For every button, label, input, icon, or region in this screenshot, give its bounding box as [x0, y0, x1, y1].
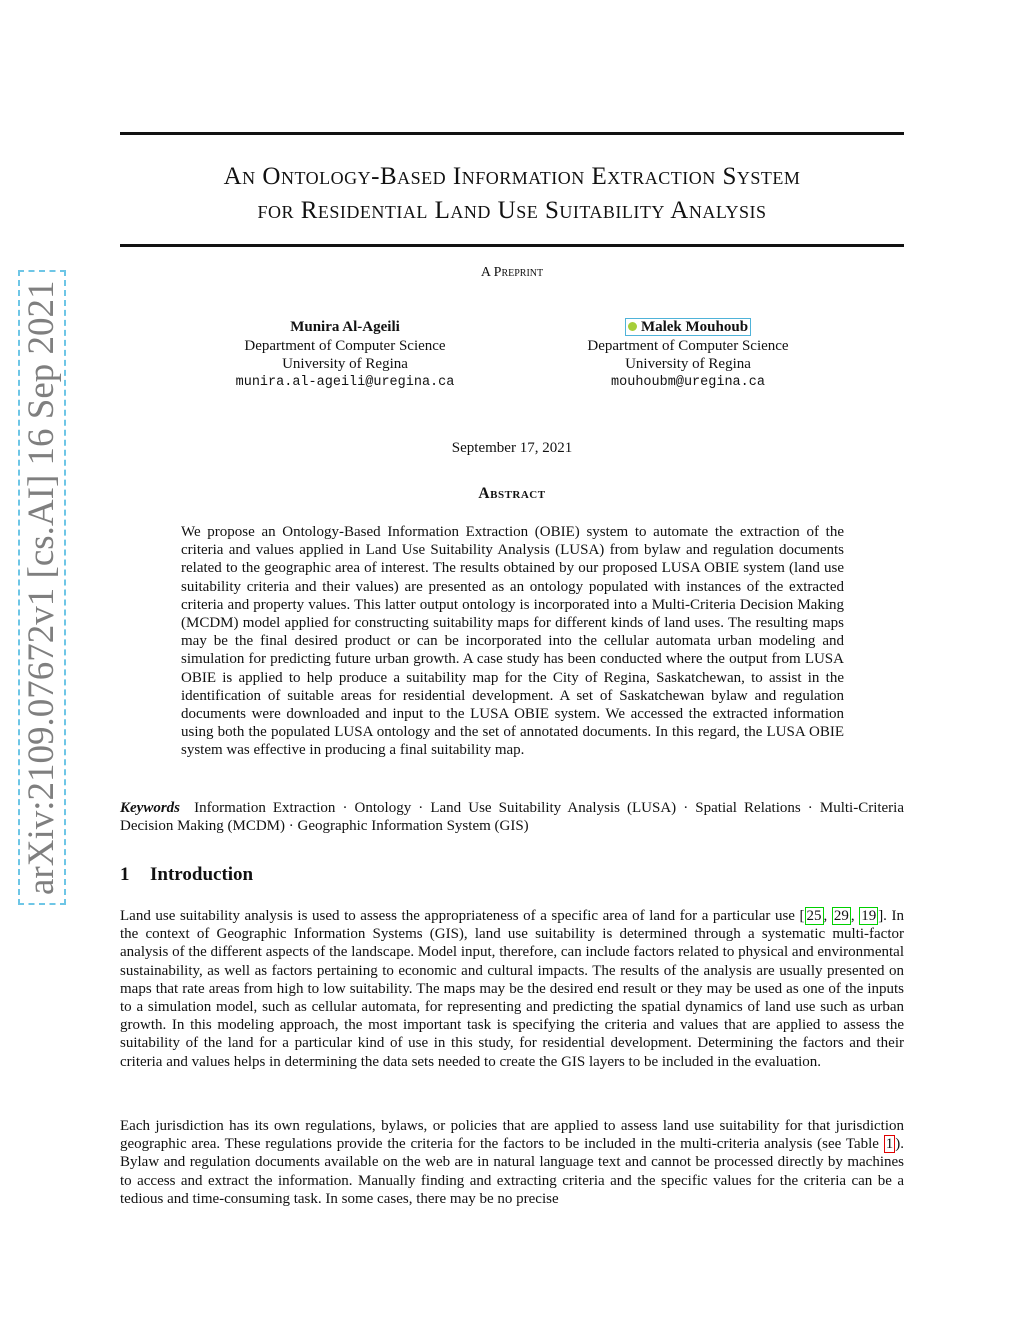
para2-end: ). Bylaw and regulation documents available on the web are in natural language text and cannot be processed directly by machines to access and extract the information. Manually finding and extracting criteria and the specific values for the criteria can be a tedious and time-consuming task. In some cases, there may be no precise: [120, 1136, 904, 1207]
table-reference-link[interactable]: 1: [885, 1136, 894, 1153]
author-2-name: Malek Mouhoub: [640, 319, 749, 335]
title-top-rule: [120, 132, 904, 135]
author-1-dept: Department of Computer Science: [244, 337, 446, 354]
keywords-label: Keywords: [120, 800, 180, 816]
author-2: [518, 318, 858, 392]
author-1-univ: University of Regina: [282, 356, 408, 372]
section-heading: [120, 864, 253, 886]
author-2-dept: Department of Computer Science: [587, 337, 789, 354]
author-1-email[interactable]: munira.al-ageili@uregina.ca: [235, 374, 455, 390]
title-bottom-rule: [120, 244, 904, 247]
publication-date: September 17, 2021: [451, 440, 573, 456]
author-1: [175, 318, 515, 392]
title-line-2: for Residential Land Use Suitability Analysis: [257, 197, 767, 224]
author-2-email[interactable]: mouhoubm@uregina.ca: [611, 374, 765, 390]
citation-link[interactable]: 29: [833, 908, 849, 924]
citation-separator: ,: [850, 908, 860, 924]
para1-end: ]. In the context of Geographic Information Systems (GIS), land use suitability is determined through a systematic multi-factor analysis of the different aspects of the landscape. Model input, therefore, can include factors related to physical and environmental sustainability, as well as factors pertaining to economic and cultural impacts. The results of the analysis are usually presented on maps that rate areas from high to low suitability. The maps may be the desired end result or they may be used as one of the inputs to a simulation model, such as cellular automata, for representing and predicting the spatial dynamics of land use such as urban growth. In this modeling approach, the most important task is specifying the criteria and values that are applied to assess the suitability of the land for a particular kind of use in this study, for residential development. Determining the factors and their criteria and values helps in determining the data sets needed to create the GIS layers to be included in the evaluation.: [120, 908, 904, 1070]
citation-separator: ,: [823, 908, 832, 924]
title-line-1: An Ontology-Based Information Extraction System: [223, 163, 801, 190]
intro-paragraph-2: [120, 1117, 904, 1208]
keywords-text: Information Extraction · Ontology · Land Use Suitability Analysis (LUSA) · Spatial Relations · Multi-Criteria Decision Making (MCDM) · Geographic Information System (GIS): [120, 800, 905, 835]
preprint-label: A Preprint: [480, 265, 544, 280]
intro-paragraph-1: [120, 907, 904, 1071]
section-number: 1: [120, 864, 130, 885]
para1-start: Land use suitability analysis is used to assess the appropriateness of a specific area of land for a particular use [: [120, 908, 805, 924]
abstract-text: We propose an Ontology-Based Information Extraction (OBIE) system to automate the extraction of the criteria and values applied in Land Use Suitability Analysis (LUSA) from bylaw and regulation documents related to the geographic area of interest. The results obtained by our proposed LUSA OBIE system (land use suitability criteria and their values) are presented as an ontology populated with instances of the extracted criteria and property values. This latter output ontology is incorporated into a Multi-Criteria Decision Making (MCDM) model applied for constructing suitability maps for different kinds of land uses. The resulting maps may be the final desired product or can be incorporated into the cellular automata urban modeling and simulation for predicting future urban growth. A case study has been conducted where the output from LUSA OBIE is applied to help produce a suitability map for the City of Regina, Saskatchewan, to assist in the identification of suitable areas for residential development. A set of Saskatchewan bylaw and regulation documents were downloaded and input to the LUSA OBIE system. We accessed the extracted information using both the populated LUSA ontology and the set of annotated documents. In this regard, the LUSA OBIE system was effective in producing a final suitability map.: [181, 524, 844, 759]
orcid-link[interactable]: [625, 318, 751, 336]
keywords: [120, 799, 904, 835]
author-2-univ: University of Regina: [625, 356, 751, 372]
author-1-name: Munira Al-Ageili: [290, 319, 400, 335]
abstract-heading: Abstract: [478, 485, 546, 502]
paper-title: [120, 160, 904, 228]
citation-link[interactable]: 25: [806, 908, 822, 924]
arxiv-identifier: arXiv:2109.07672v1 [cs.AI] 16 Sep 2021: [18, 270, 66, 905]
section-title: Introduction: [150, 864, 254, 885]
citation-link[interactable]: 19: [861, 908, 877, 924]
para2-start: Each jurisdiction has its own regulations, bylaws, or policies that are applied to assess land use suitability for that jurisdiction geographic area. These regulations provide the criteria for the factors to be included in the multi-criteria analysis (see Table: [120, 1118, 904, 1153]
orcid-icon: [628, 322, 637, 331]
